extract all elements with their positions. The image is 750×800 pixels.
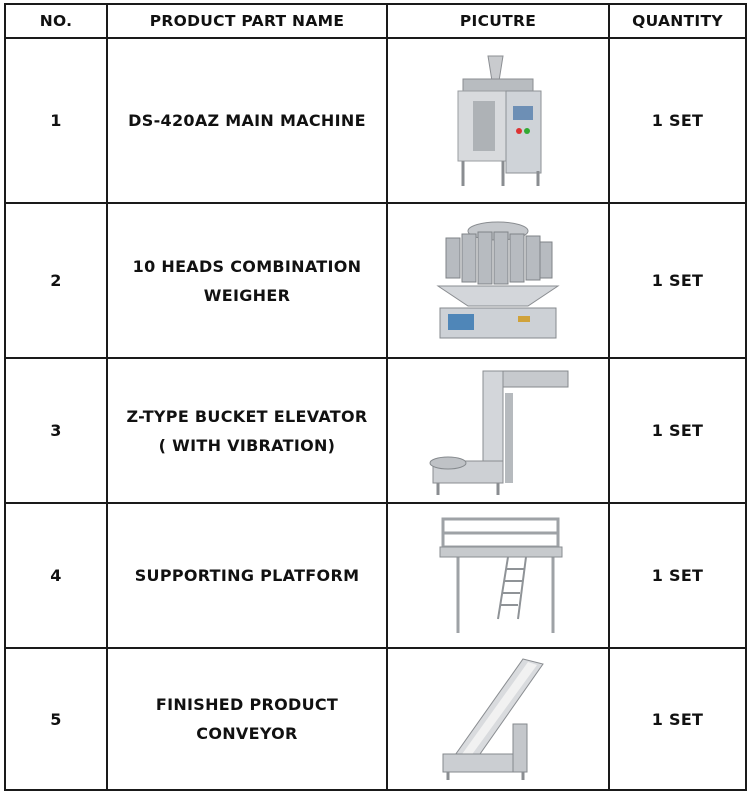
table-row <box>5 38 746 203</box>
table-row <box>5 503 746 648</box>
product-part-name: FINISHED PRODUCT CONVEYOR <box>155 695 339 743</box>
row-number: 2 <box>5 203 107 358</box>
quantity-cell: 1 SET <box>609 358 746 503</box>
row-number: 4 <box>5 503 107 648</box>
quantity-cell: 1 SET <box>609 648 746 790</box>
header-quantity: QUANTITY <box>609 4 746 38</box>
table-row <box>5 203 746 358</box>
product-part-name: SUPPORTING PLATFORM <box>134 566 360 585</box>
header-picture: PICUTRE <box>387 4 609 38</box>
incline-conveyor-photo <box>433 654 563 784</box>
quantity-cell: 1 SET <box>609 203 746 358</box>
header-product-part-name: PRODUCT PART NAME <box>107 4 387 38</box>
product-part-name: 10 HEADS COMBINATION WEIGHER <box>132 256 362 305</box>
multihead-weigher-photo <box>428 216 568 346</box>
table-row <box>5 358 746 503</box>
product-part-name: DS-420AZ MAIN MACHINE <box>128 111 366 130</box>
header-no: NO. <box>5 4 107 38</box>
row-number: 1 <box>5 38 107 203</box>
table-row <box>5 648 746 790</box>
quantity-cell: 1 SET <box>609 503 746 648</box>
parts-table <box>4 3 747 791</box>
product-part-name: Z-TYPE BUCKET ELEVATOR ( WITH VIBRATION) <box>126 406 368 455</box>
row-number: 5 <box>5 648 107 790</box>
quantity-cell: 1 SET <box>609 38 746 203</box>
table-header-row <box>5 4 746 38</box>
row-number: 3 <box>5 358 107 503</box>
supporting-platform-photo <box>428 511 568 641</box>
vertical-packing-machine-photo <box>433 51 563 191</box>
bucket-elevator-photo <box>423 363 573 498</box>
